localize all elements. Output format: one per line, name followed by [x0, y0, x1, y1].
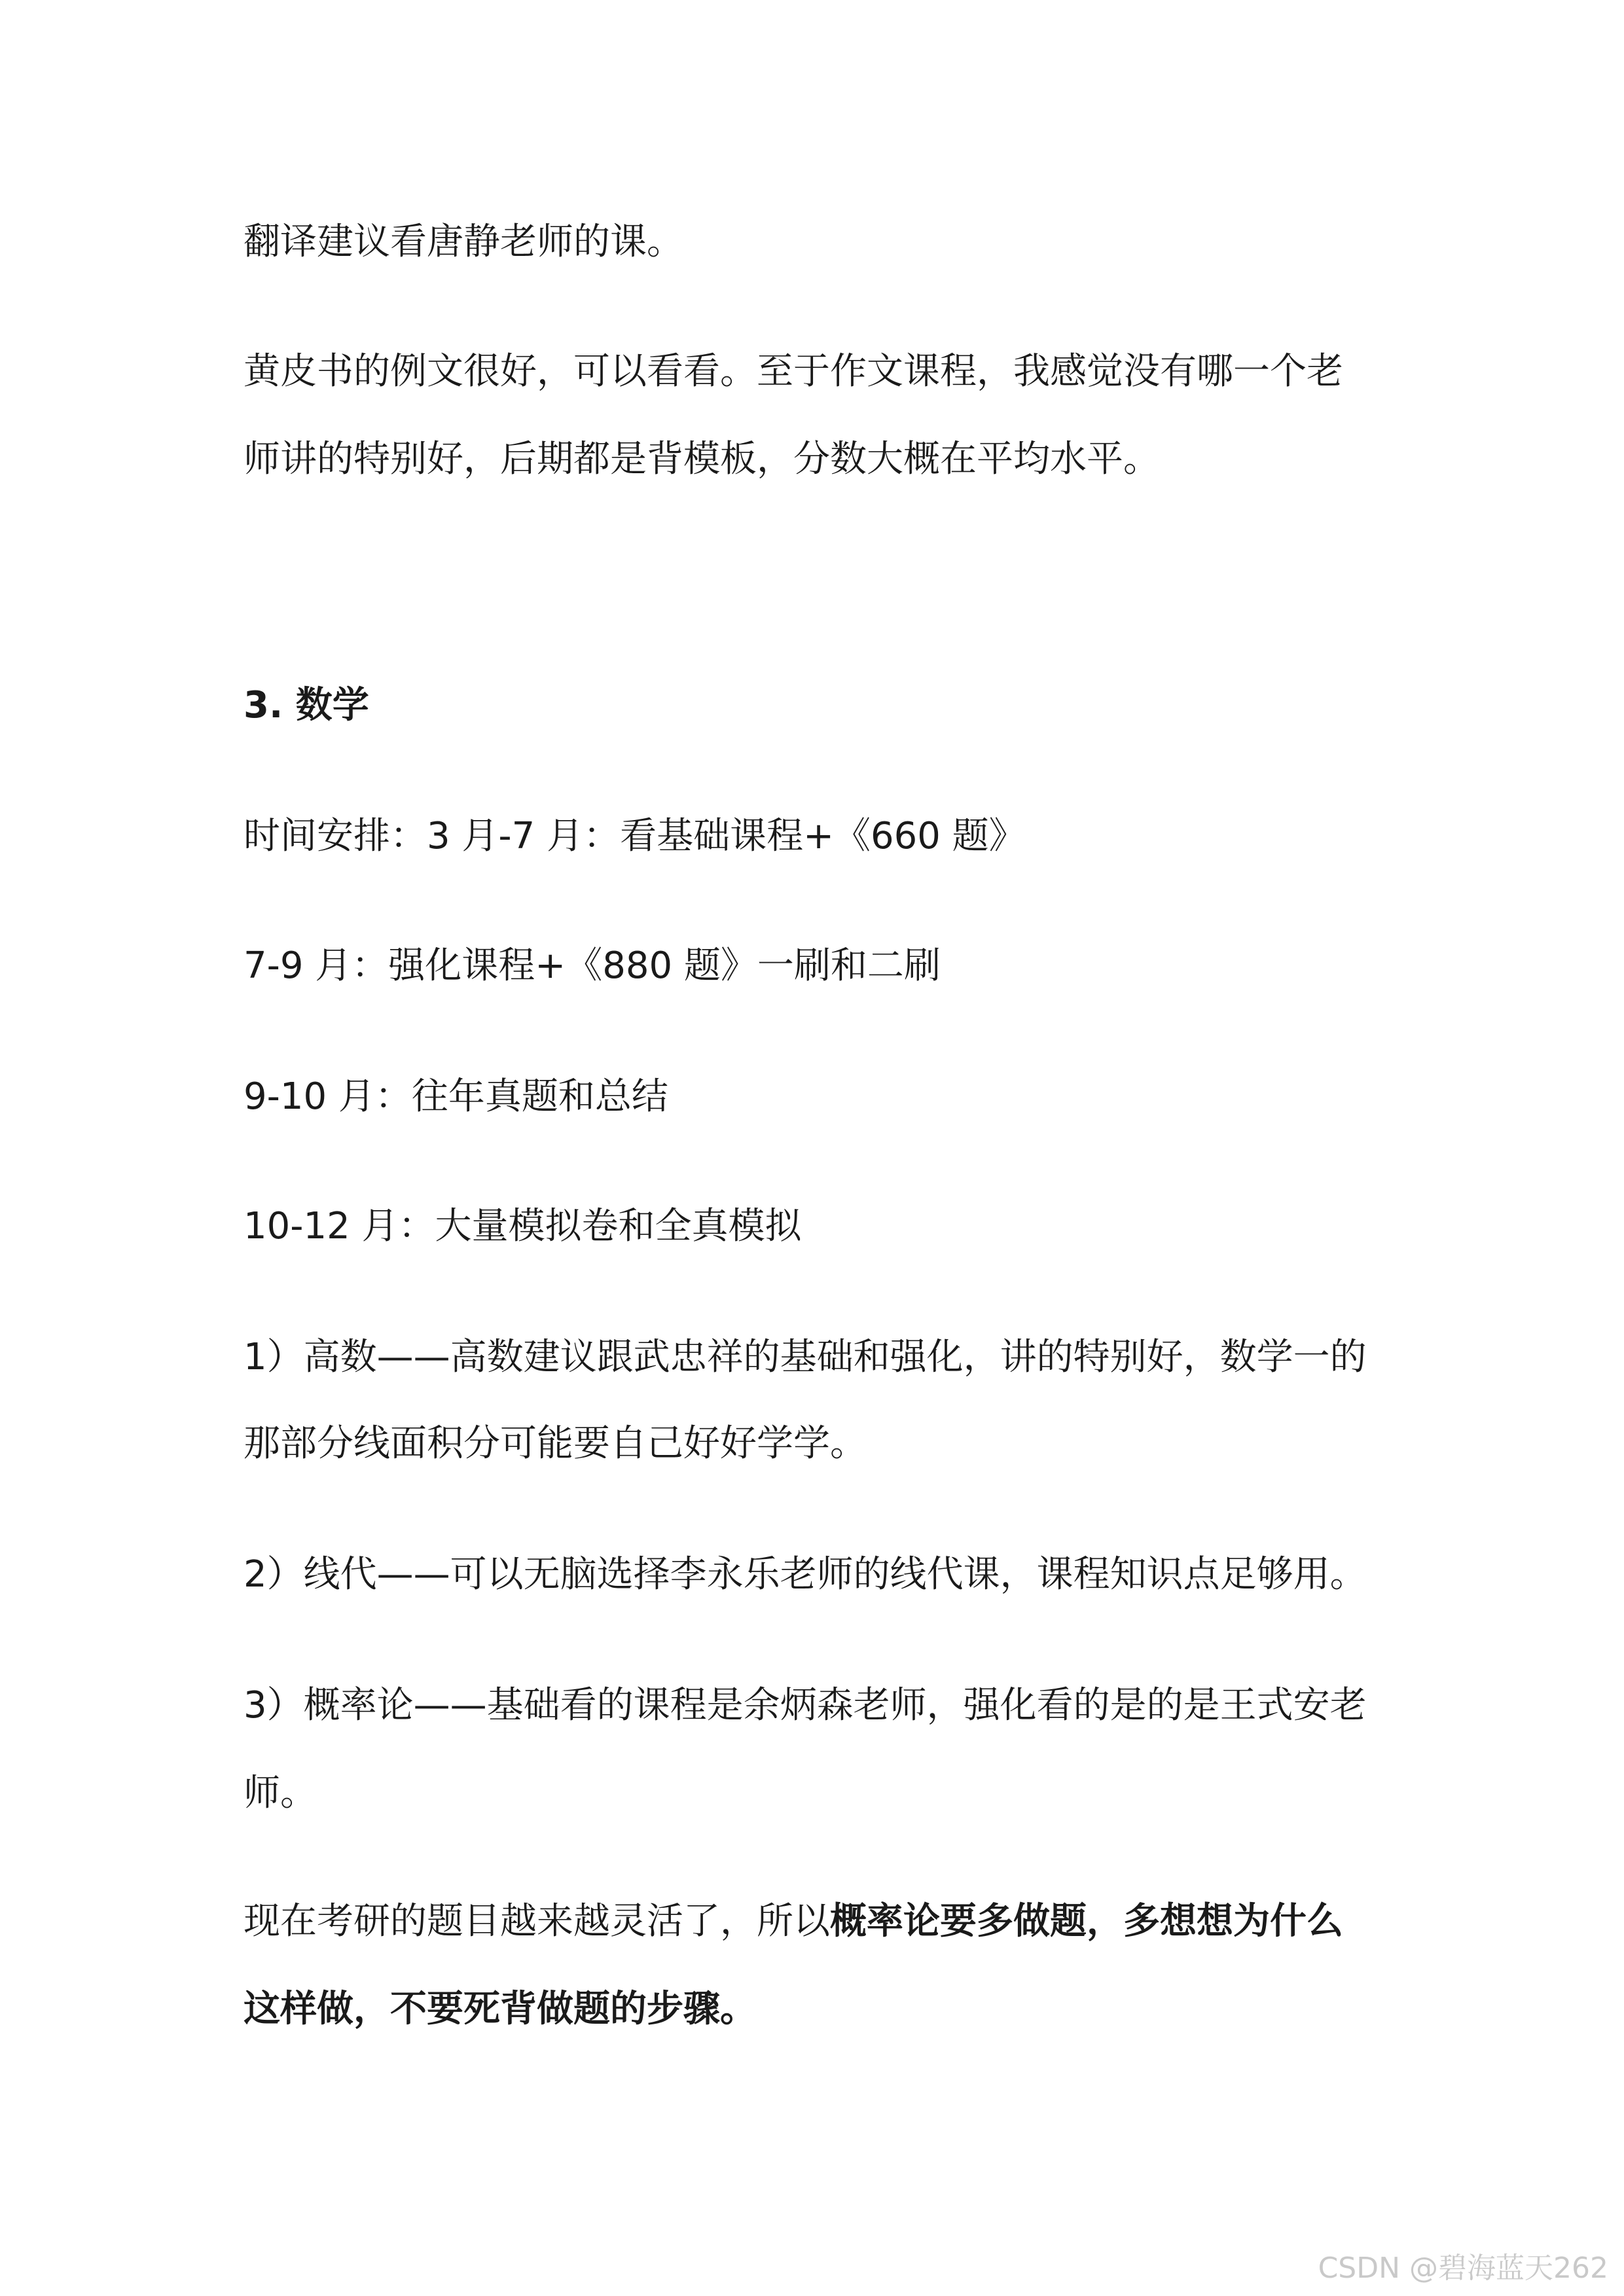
advanced-math-line-2: 那部分线面积分可能要自己好好学学。 — [244, 1422, 867, 1465]
translation-advice: 翻译建议看唐静老师的课。 — [244, 221, 683, 263]
linear-algebra-line: 2）线代——可以无脑选择李永乐老师的线代课，课程知识点足够用。 — [244, 1553, 1367, 1596]
probability-line-1: 3）概率论——基础看的课程是余炳森老师，强化看的是的是王式安老 — [244, 1684, 1367, 1727]
essay-advice-line-2: 师讲的特别好，后期都是背模板，分数大概在平均水平。 — [244, 438, 1160, 480]
schedule-line-2: 7-9 月：强化课程+《880 题》一刷和二刷 — [244, 944, 941, 987]
probability-line-2: 师。 — [244, 1772, 317, 1814]
closing-advice-line-1 — [244, 1895, 1343, 1948]
schedule-line-4: 10-12 月：大量模拟卷和全真模拟 — [244, 1205, 802, 1247]
math-heading: 3. 数学 — [244, 684, 369, 726]
closing-advice-line-2: 这样做，不要死背做题的步骤。 — [244, 1988, 757, 2030]
schedule-line-1: 时间安排：3 月-7 月：看基础课程+《660 题》 — [244, 815, 1026, 857]
closing-advice-emphasis: 概率论要多做题，多想想为什么 — [830, 1900, 1343, 1943]
advanced-math-line-1: 1）高数——高数建议跟武忠祥的基础和强化，讲的特别好，数学一的 — [244, 1336, 1367, 1378]
schedule-line-3: 9-10 月：往年真题和总结 — [244, 1075, 668, 1118]
closing-advice-normal: 现在考研的题目越来越灵活了，所以 — [244, 1900, 830, 1943]
watermark: CSDN @碧海蓝天262 — [1318, 2251, 1608, 2285]
essay-advice-line-1: 黄皮书的例文很好，可以看看。至于作文课程，我感觉没有哪一个老 — [244, 350, 1343, 393]
